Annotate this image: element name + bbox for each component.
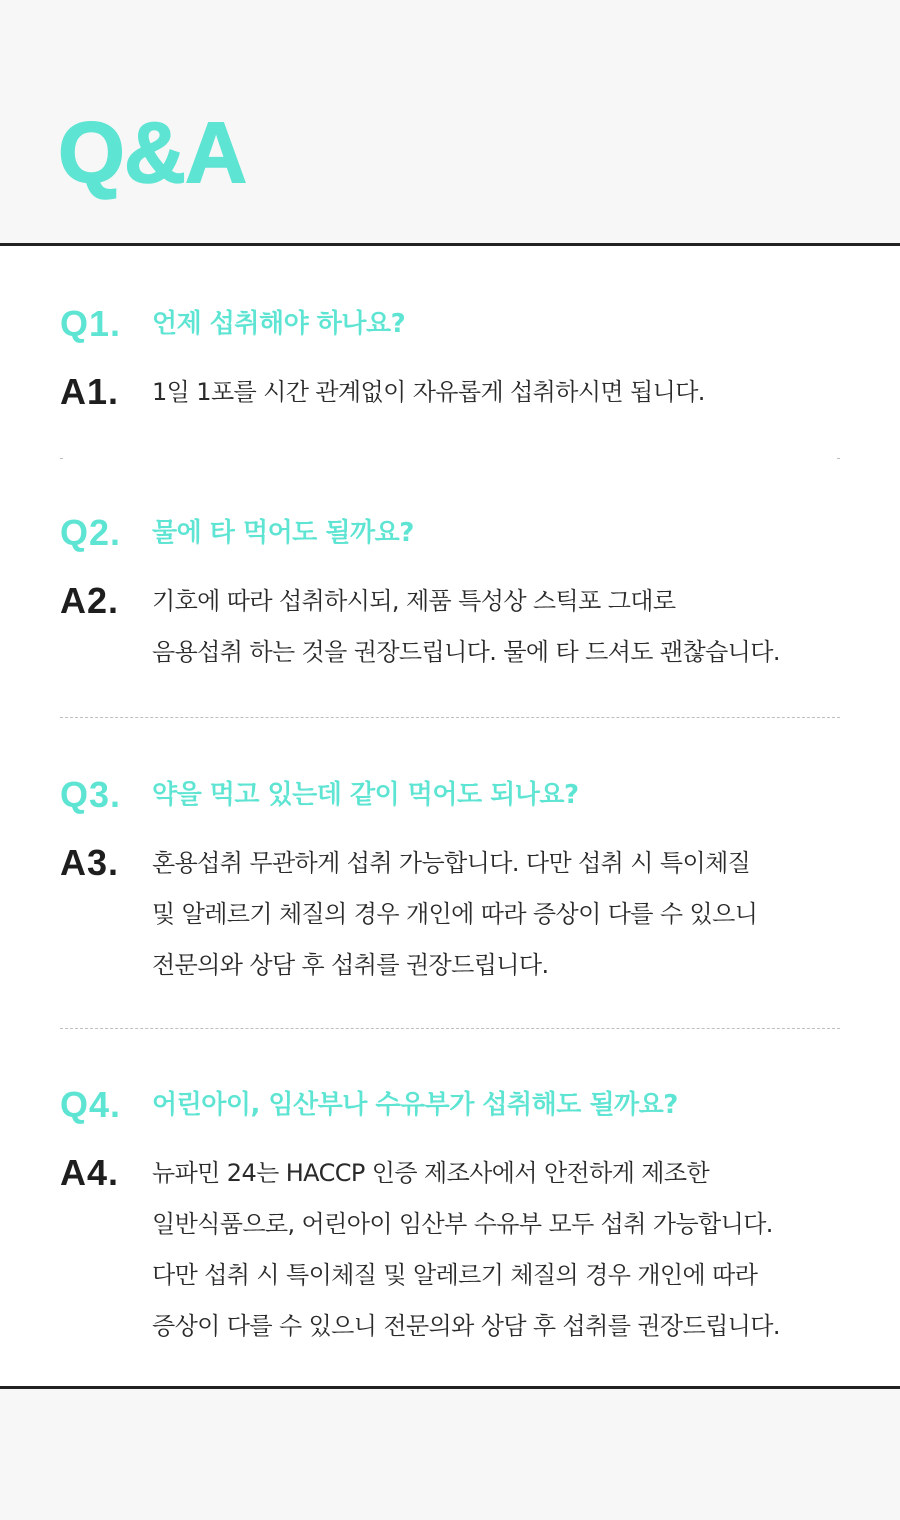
answer-line: 기호에 따라 섭취하시되, 제품 특성상 스틱포 그대로 [152,587,676,615]
answer-row [60,841,860,991]
answer-line: 일반식품으로, 어린아이 임산부 수유부 모두 섭취 가능합니다. [152,1210,773,1238]
answer-label: A4. [60,1152,120,1193]
dashed-divider [60,1028,840,1029]
answer-line: 전문의와 상담 후 섭취를 권장드립니다. [152,951,549,979]
answer-line: 혼용섭취 무관하게 섭취 가능합니다. 다만 섭취 시 특이체질 [152,849,751,877]
answer-row [60,579,860,678]
footer [0,1389,900,1520]
faq-item-2 [60,511,860,678]
question-label: Q2. [60,512,122,553]
dashed-divider [60,717,840,718]
page-title: Q&A [58,105,247,201]
answer-label: A3. [60,842,120,883]
faq-item-1 [60,302,860,418]
faq-item-3 [60,773,860,991]
question-row [60,773,860,817]
answer-label: A1. [60,371,120,412]
answer-text [152,838,757,991]
answer-line: 음용섭취 하는 것을 권장드립니다. 물에 타 드셔도 괜찮습니다. [152,638,780,666]
question-text: 언제 섭취해야 하나요? [152,309,406,339]
separator-dot [837,458,840,459]
question-label: Q3. [60,774,122,815]
answer-label: A2. [60,580,120,621]
answer-text [152,1148,780,1352]
question-text: 어린아이, 임산부나 수유부가 섭취해도 될까요? [152,1090,678,1120]
answer-text [152,576,780,678]
question-text: 물에 타 먹어도 될까요? [152,518,414,548]
question-row [60,511,860,555]
faq-item-4 [60,1083,860,1352]
header [0,0,900,244]
answer-row [60,370,860,418]
answer-line: 뉴파민 24는 HACCP 인증 제조사에서 안전하게 제조한 [152,1159,710,1187]
answer-line: 1일 1포를 시간 관계없이 자유롭게 섭취하시면 됩니다. [152,378,705,406]
question-row [60,302,860,346]
question-label: Q1. [60,303,122,344]
question-label: Q4. [60,1084,122,1125]
answer-text [152,367,705,418]
answer-line: 및 알레르기 체질의 경우 개인에 따라 증상이 다를 수 있으니 [152,900,758,928]
answer-row [60,1151,860,1352]
question-row [60,1083,860,1127]
separator-dot [60,458,63,459]
answer-line: 증상이 다를 수 있으니 전문의와 상담 후 섭취를 권장드립니다. [152,1312,780,1340]
answer-line: 다만 섭취 시 특이체질 및 알레르기 체질의 경우 개인에 따라 [152,1261,758,1289]
question-text: 약을 먹고 있는데 같이 먹어도 되나요? [152,780,579,810]
